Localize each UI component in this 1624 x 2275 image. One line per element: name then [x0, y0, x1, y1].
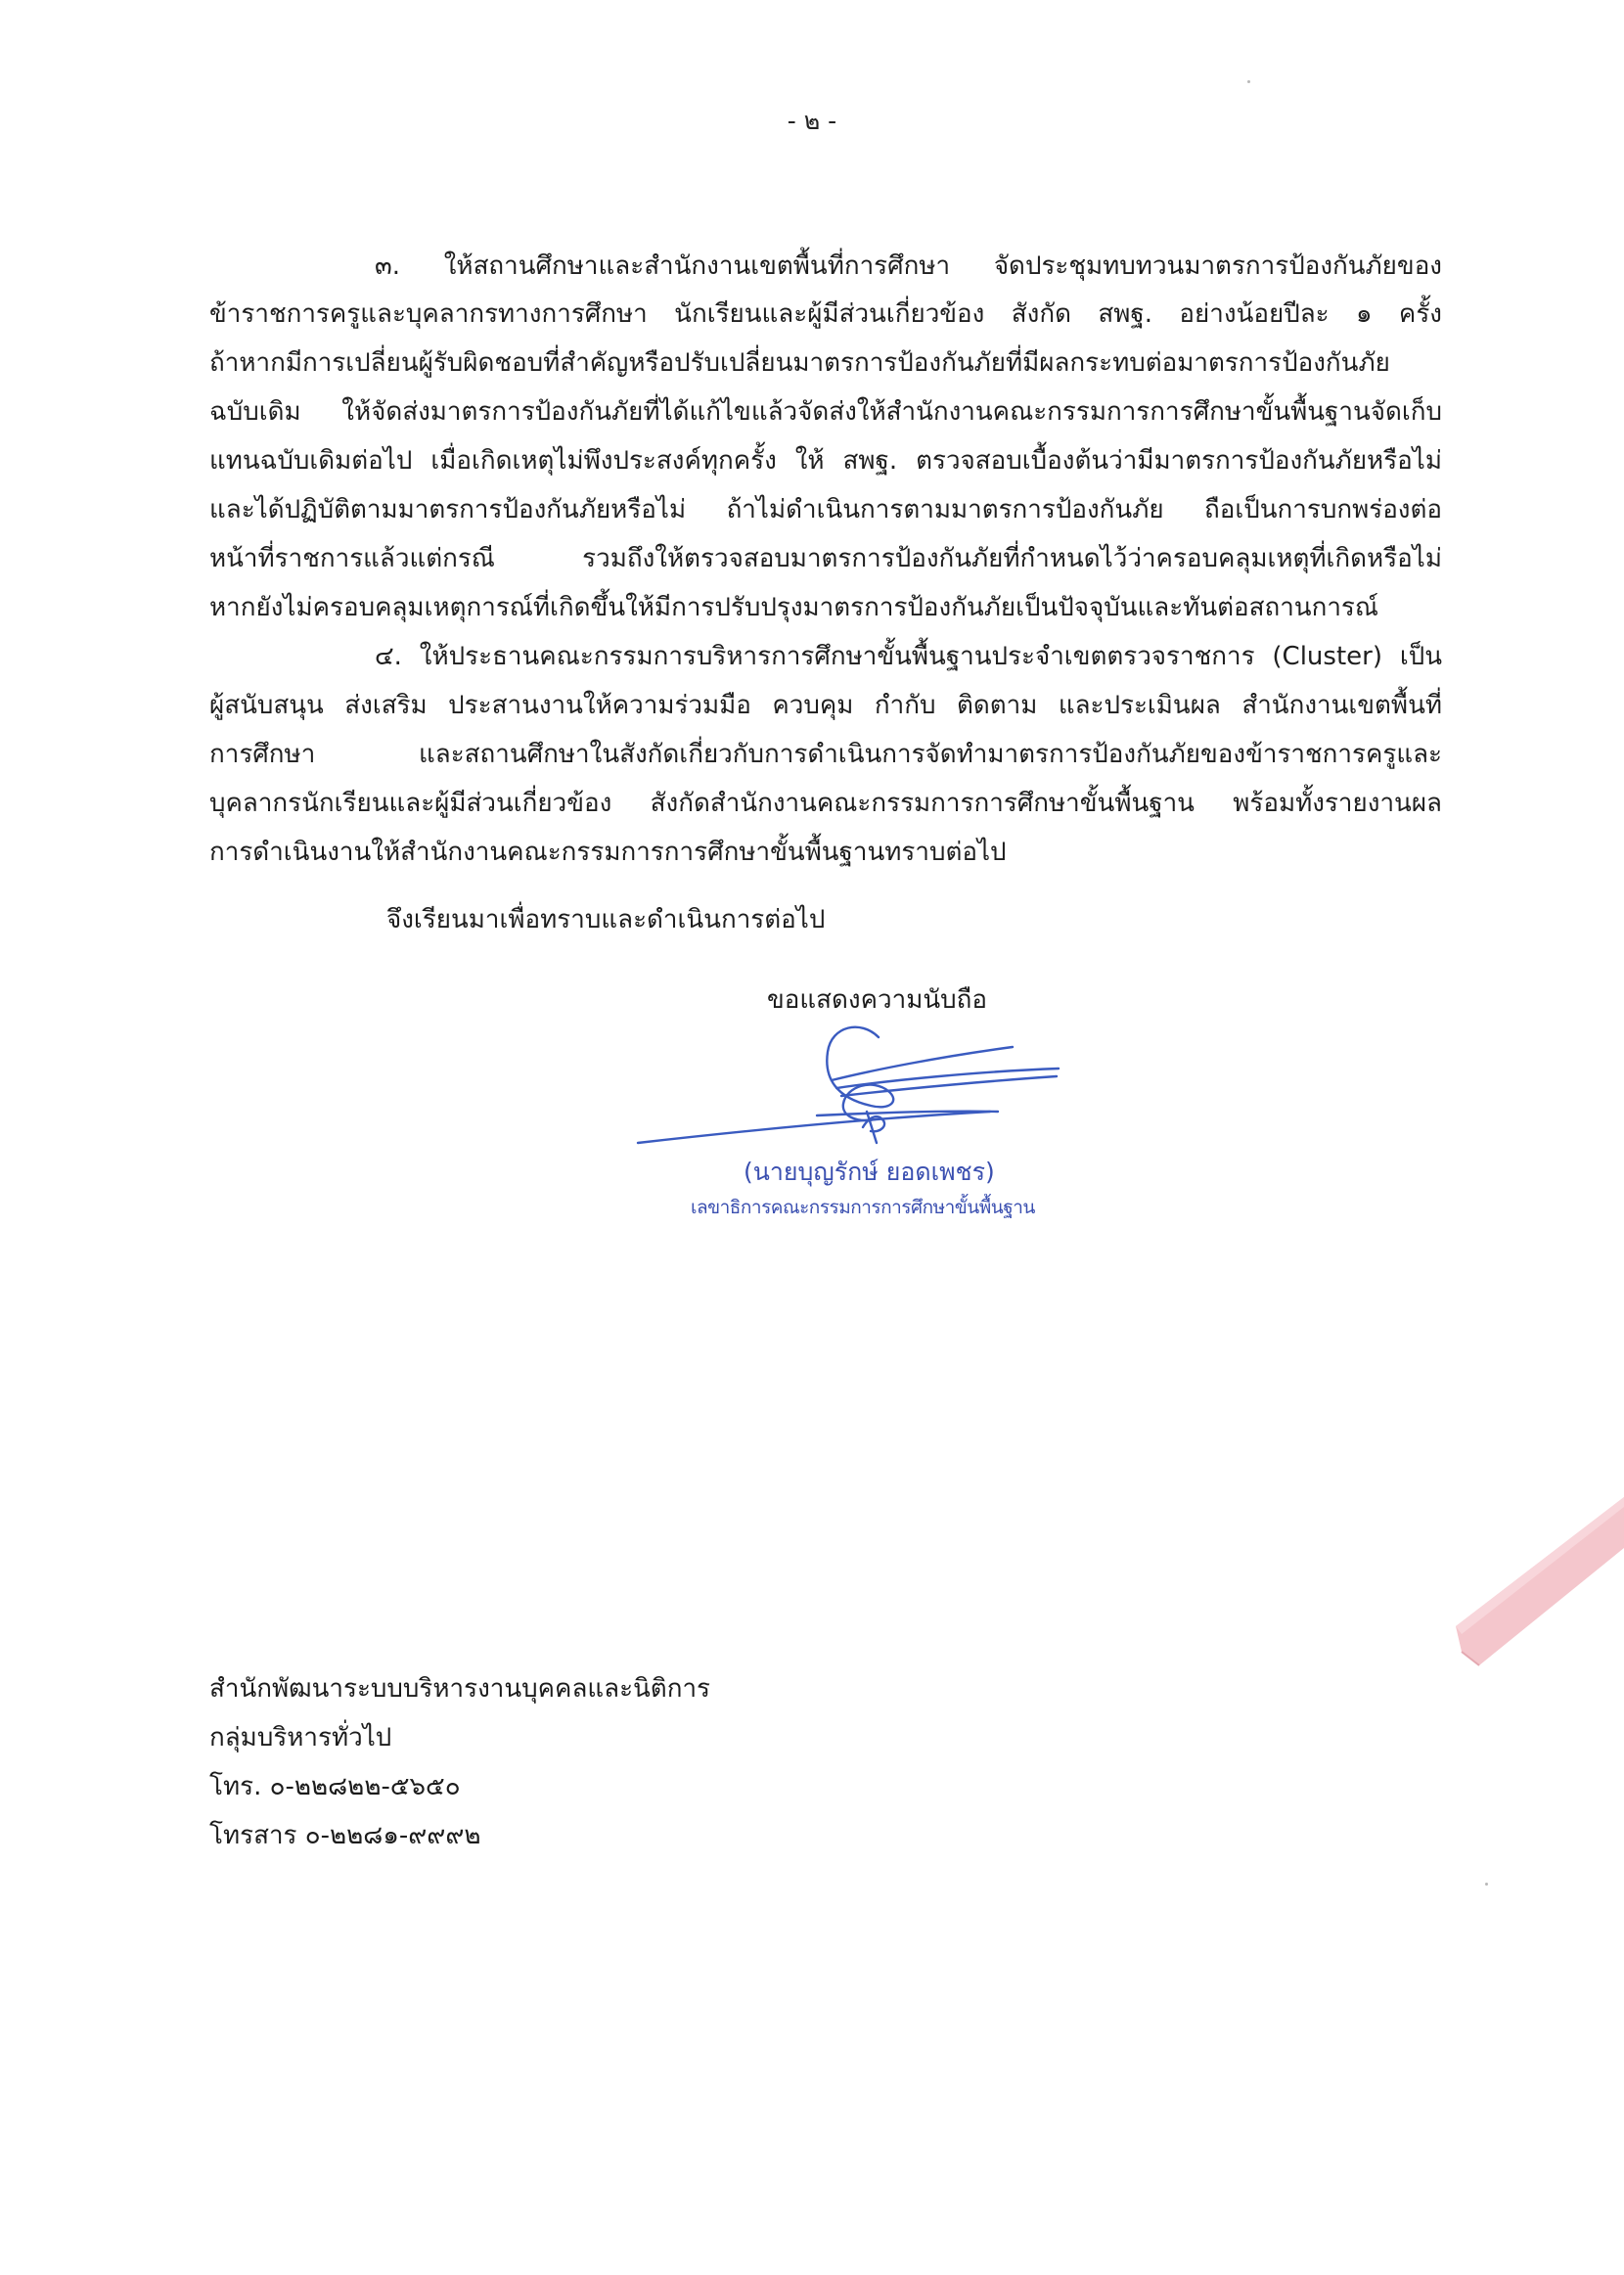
signer-name: (นายบุญรักษ์ ยอดเพชร)	[744, 1158, 995, 1186]
paragraph-line: และได้ปฏิบัติตามมาตรการป้องกันภัยหรือไม่ ถ้าไม่ดำเนินการตามมาตรการป้องกันภัย ถือเป็นการบกพร่องต่อ	[209, 495, 1442, 524]
pink-tape-decoration	[1448, 1487, 1624, 1683]
paragraph-line: หากยังไม่ครอบคลุมเหตุการณ์ที่เกิดขึ้นให้มีการปรับปรุงมาตรการป้องกันภัยเป็นปัจจุบันและทันต่อสถานการณ์	[209, 593, 1379, 622]
paragraph-line: ถ้าหากมีการเปลี่ยนผู้รับผิดชอบที่สำคัญหรือปรับเปลี่ยนมาตรการป้องกันภัยที่มีผลกระทบต่อมาตรการป้องกันภัย	[209, 348, 1390, 378]
signature-image	[636, 1018, 1066, 1164]
phone-number: โทร. ๐-๒๒๘๒๒-๕๖๕๐	[209, 1772, 461, 1801]
office-name: สำนักพัฒนาระบบบริหารงานบุคคลและนิติการ	[209, 1674, 711, 1704]
paragraph-line: ข้าราชการครูและบุคลากรทางการศึกษา นักเรียนและผู้มีส่วนเกี่ยวข้อง สังกัด สพฐ. อย่างน้อยปีละ ๑ ครั้ง	[209, 299, 1442, 329]
paragraph-line: ฉบับเดิม ให้จัดส่งมาตรการป้องกันภัยที่ได้แก้ไขแล้วจัดส่งให้สำนักงานคณะกรรมการการศึกษาขั้นพื้นฐานจัดเก็บ	[209, 397, 1442, 427]
paragraph-line: ๓. ให้สถานศึกษาและสำนักงานเขตพื้นที่การศึกษา จัดประชุมทบทวนมาตรการป้องกันภัยของ	[375, 251, 1442, 281]
conclusion-text: จึงเรียนมาเพื่อทราบและดำเนินการต่อไป	[386, 905, 826, 934]
paragraph-line: ผู้สนับสนุน ส่งเสริม ประสานงานให้ความร่วมมือ ควบคุม กำกับ ติดตาม และประเมินผล สำนักงานเขตพื้นที่	[209, 691, 1442, 720]
paragraph-line: บุคลากรนักเรียนและผู้มีส่วนเกี่ยวข้อง สังกัดสำนักงานคณะกรรมการการศึกษาขั้นพื้นฐาน พร้อมทั้งรายงานผล	[209, 789, 1442, 818]
scan-speck	[1485, 1883, 1488, 1886]
closing-salutation: ขอแสดงความนับถือ	[767, 985, 987, 1015]
paragraph-line: การศึกษา และสถานศึกษาในสังกัดเกี่ยวกับการดำเนินการจัดทำมาตรการป้องกันภัยของข้าราชการครูและ	[209, 740, 1442, 769]
fax-number: โทรสาร ๐-๒๒๘๑-๙๙๙๒	[209, 1821, 481, 1850]
paragraph-line: การดำเนินงานให้สำนักงานคณะกรรมการการศึกษาขั้นพื้นฐานทราบต่อไป	[209, 838, 1007, 867]
page-number: - ๒ -	[787, 107, 837, 135]
paragraph-line: ๔. ให้ประธานคณะกรรมการบริหารการศึกษาขั้นพื้นฐานประจำเขตตรวจราชการ (Cluster) เป็น	[375, 642, 1442, 671]
group-name: กลุ่มบริหารทั่วไป	[209, 1723, 392, 1752]
scan-speck	[1247, 80, 1250, 83]
paragraph-line: หน้าที่ราชการแล้วแต่กรณี รวมถึงให้ตรวจสอบมาตรการป้องกันภัยที่กำหนดไว้ว่าครอบคลุมเหตุที่เกิดหรือไม่	[209, 544, 1442, 573]
paragraph-line: แทนฉบับเดิมต่อไป เมื่อเกิดเหตุไม่พึงประสงค์ทุกครั้ง ให้ สพฐ. ตรวจสอบเบื้องต้นว่ามีมาตรการป้องกันภัยหรือไม่	[209, 446, 1442, 476]
signer-title: เลขาธิการคณะกรรมการการศึกษาขั้นพื้นฐาน	[691, 1197, 1035, 1218]
